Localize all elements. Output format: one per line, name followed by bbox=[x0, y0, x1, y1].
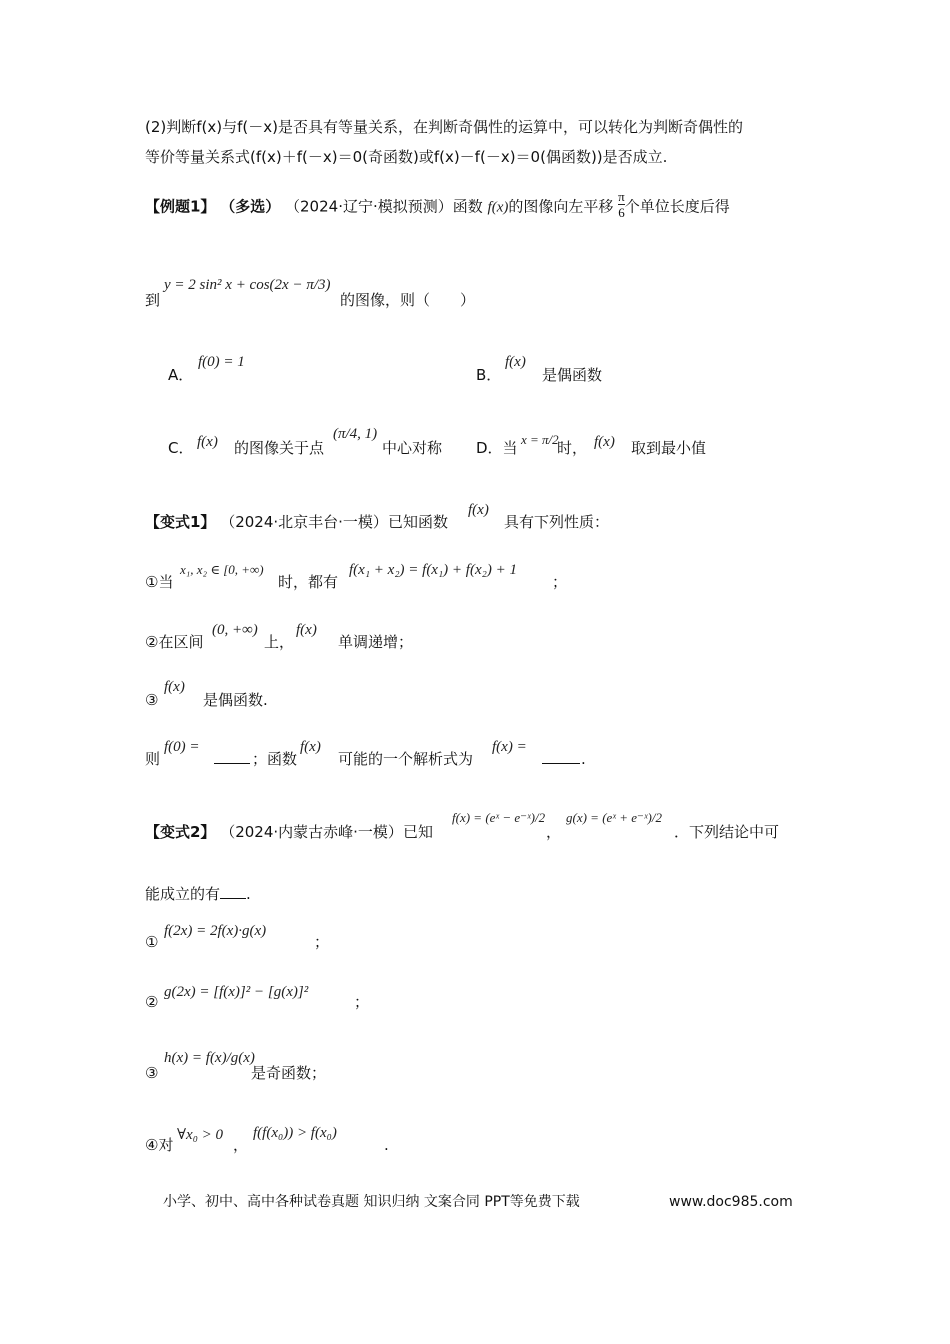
variant1-q-math2: f(x) bbox=[300, 739, 321, 755]
option-d-text2: 取到最小值 bbox=[631, 439, 707, 457]
variant1-p2-prefix: ②在区间 bbox=[145, 633, 204, 651]
option-c-text2: 中心对称 bbox=[382, 439, 443, 457]
variant1-q-prefix: 则 bbox=[145, 750, 161, 768]
example1-tag: 【例题1】 bbox=[145, 197, 216, 216]
example1-shift-fraction: $\frac{\pi}{6}$ bbox=[618, 189, 625, 220]
example1-line2 bbox=[145, 290, 160, 310]
variant2-c3-end: 是奇函数； bbox=[251, 1064, 327, 1082]
variant1-text-a: 已知函数 bbox=[387, 513, 448, 531]
option-c-text: 的图像关于点 bbox=[234, 439, 325, 457]
variant1-p3-math: f(x) bbox=[164, 679, 185, 695]
variant2-c3-math: h(x) = f(x)/g(x) bbox=[164, 1050, 255, 1066]
variant1-q-math3: f(x) = bbox=[492, 739, 527, 755]
variant2-c4-math: ∀x₀ > 0 bbox=[177, 1127, 224, 1143]
option-b-text: 是偶函数 bbox=[542, 366, 603, 384]
variant2-g-def: g(x) = (eˣ + e⁻ˣ)/2 bbox=[566, 810, 662, 825]
variant2-line2 bbox=[145, 884, 251, 904]
variant2-c1-prefix: ① bbox=[145, 933, 159, 951]
variant2-text-b: ．下列结论中可 bbox=[674, 823, 780, 841]
variant2-line2-text: 能成立的有 bbox=[145, 885, 221, 903]
variant2-line2-end: . bbox=[246, 885, 251, 903]
variant1-p2-math: (0, +∞) bbox=[212, 622, 258, 638]
variant1-q-mid2: 可能的一个解析式为 bbox=[338, 750, 474, 768]
example1-line2-suffix: 的图像，则（ ） bbox=[340, 291, 476, 309]
intro-line-2: 等价等量关系式(f(x)＋f(－x)＝0(奇函数)或f(x)－f(－x)＝0(偶函数))是否成立. bbox=[145, 148, 668, 166]
example1-text-a: 函数 bbox=[452, 197, 483, 216]
variant1-p1-mid: 时，都有 bbox=[278, 573, 339, 591]
variant1-p2-mid: 上， bbox=[264, 633, 295, 651]
variant1-p3-end: 是偶函数. bbox=[203, 691, 268, 709]
variant2-source: （2024·内蒙古赤峰·一模） bbox=[220, 823, 403, 841]
variant2-c2-end: ； bbox=[354, 993, 370, 1011]
variant1-p1-math: x₁, x₂ ∈ [0, +∞) bbox=[180, 562, 264, 577]
variant1-fx: f(x) bbox=[468, 502, 489, 518]
variant2-blank[interactable] bbox=[220, 884, 246, 899]
example1-formula: y = 2 sin² x + cos(2x − π/3) bbox=[164, 277, 331, 293]
option-c-point: (π/4, 1) bbox=[333, 426, 378, 442]
variant1-q-blank1[interactable] bbox=[214, 749, 250, 769]
footer-url[interactable]: www.doc985.com bbox=[669, 1194, 793, 1210]
option-b-label: B． bbox=[476, 366, 502, 384]
option-b-math: f(x) bbox=[505, 354, 526, 370]
option-c-label: C． bbox=[168, 439, 194, 457]
option-d-math: x = π/2 bbox=[521, 432, 559, 447]
variant1-p2-math2: f(x) bbox=[296, 622, 317, 638]
variant2-c2-math: g(2x) = [f(x)]² − [g(x)]² bbox=[164, 984, 309, 1000]
variant2-c4-mid: ， bbox=[233, 1136, 249, 1154]
option-d-text: 时， bbox=[557, 439, 588, 457]
variant2-comma: ， bbox=[546, 823, 562, 841]
variant1-text-b: 具有下列性质： bbox=[504, 513, 610, 531]
variant1-source: （2024·北京丰台·一模） bbox=[220, 513, 388, 531]
option-d-math2: f(x) bbox=[594, 434, 615, 450]
variant1-p3-prefix: ③ bbox=[145, 691, 159, 709]
variant1-heading bbox=[145, 512, 448, 532]
intro-line-1: (2)判断f(x)与f(－x)是否具有等量关系，在判断奇偶性的运算中，可以转化为判断奇偶性的 bbox=[145, 118, 743, 136]
footer-text: 小学、初中、高中各种试卷真题 知识归纳 文案合同 PPT等免费下载 bbox=[163, 1194, 580, 1210]
variant2-c2-prefix: ② bbox=[145, 993, 159, 1011]
variant2-c1-end: ； bbox=[314, 933, 330, 951]
variant1-q-mid: ；函数 bbox=[252, 750, 298, 768]
variant1-p2-end: 单调递增； bbox=[338, 633, 414, 651]
example1-text-c: 个单位长度后得 bbox=[624, 197, 730, 216]
variant1-tag: 【变式1】 bbox=[145, 513, 216, 531]
variant2-c1-math: f(2x) = 2f(x)·g(x) bbox=[164, 923, 267, 939]
variant1-q-math: f(0) = bbox=[164, 739, 200, 755]
example1-heading bbox=[145, 189, 730, 222]
option-c-math: f(x) bbox=[197, 434, 218, 450]
example1-kind: （多选） bbox=[220, 197, 281, 216]
variant2-f-def: f(x) = (eˣ − e⁻ˣ)/2 bbox=[452, 810, 546, 825]
variant2-c4-math2: f(f(x₀)) > f(x₀) bbox=[253, 1125, 337, 1141]
variant1-q-blank2[interactable] bbox=[542, 749, 580, 769]
variant1-p1-math2: f(x₁ + x₂) = f(x₁) + f(x₂) + 1 bbox=[349, 562, 517, 578]
example1-source: （2024·辽宁·模拟预测） bbox=[285, 197, 453, 216]
variant2-heading bbox=[145, 822, 433, 842]
option-a-math: f(0) = 1 bbox=[198, 354, 245, 370]
option-a-label: A． bbox=[168, 366, 194, 384]
variant1-p1-prefix: ①当 bbox=[145, 573, 174, 591]
variant2-c4-end: . bbox=[384, 1136, 389, 1154]
option-d-label: D．当 bbox=[476, 439, 518, 457]
variant2-c3-prefix: ③ bbox=[145, 1064, 159, 1082]
example1-fx: f(x) bbox=[487, 199, 509, 216]
example1-line2-prefix: 到 bbox=[145, 291, 161, 309]
variant1-p1-end: ； bbox=[552, 573, 568, 591]
example1-text-b: 的图像向左平移 bbox=[508, 197, 614, 216]
variant2-c4-prefix: ④对 bbox=[145, 1136, 174, 1154]
variant1-q-end: . bbox=[581, 750, 586, 768]
variant2-text-a: 已知 bbox=[402, 823, 433, 841]
variant2-tag: 【变式2】 bbox=[145, 823, 216, 841]
